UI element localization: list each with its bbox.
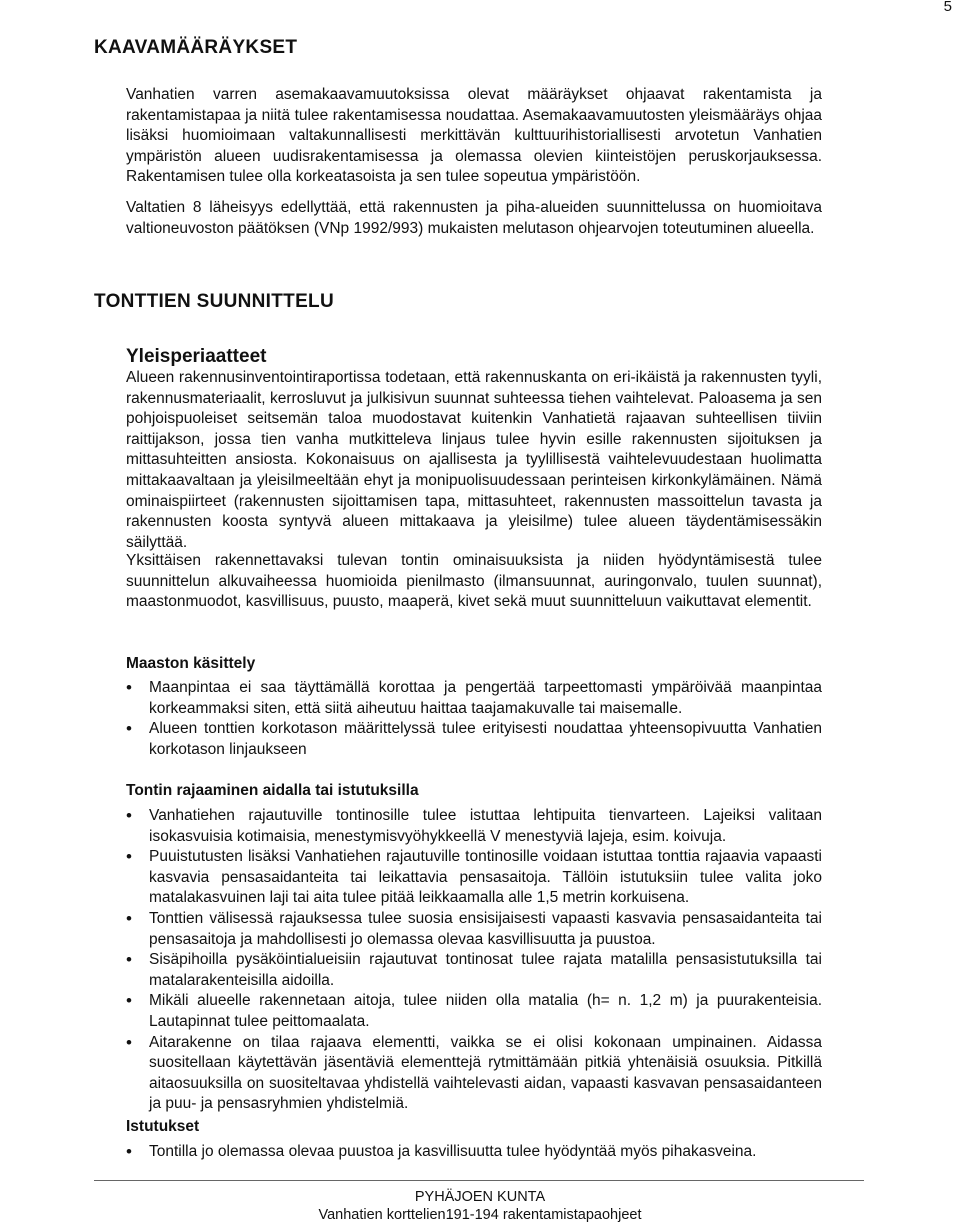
paragraph: Vanhatien varren asemakaavamuutoksissa olevat määräykset ohjaavat rakentamista ja rakentamistapaa ja niitä tulee rakentamisessa noudattaa. Asemakaavamuutosten yleismääräys ohjaa lisäksi huomioimaan valtakunnallisesti merkittävän kulttuurihistoriallisesti arvotetun Vanhatien ympäristön alueen uudisrakentamisessa ja olemassa olevien kiinteistöjen peruskorjauksessa. Rakentamisen tulee olla korkeatasoista ja sen tulee sopeutua ympäristöön.: [126, 86, 822, 186]
list-item: • Vanhatiehen rajautuville tontinosille tulee istuttaa lehtipuita tienvarteen. Lajeiksi valitaan isokasvuisia kotimaisia, menestymisvyöhykkeellä V menestyviä lajeja, esim. koivuja.: [126, 806, 822, 847]
section-title-kaavamaaraykset: KAAVAMÄÄRÄYKSET: [94, 37, 298, 58]
list-item: • Aitarakenne on tilaa rajaava elementti, vaikka se ei olisi kokonaan umpinainen. Aidassa suositellaan käytettävän jäsentäviä elementtejä rytmittämään pitkiä yhtenäisiä osuuksia. Pitkillä aitaosuuksilla on suositeltavaa yhdistellä vaihtelevasti aidan, vapaasti kasvavan pensasaidanteen ja puu- ja pensasryhmien yhdistelmiä.: [126, 1033, 822, 1115]
bullet-list-istutukset: [126, 1142, 822, 1163]
bullet-list-tontin-rajaaminen: [126, 806, 822, 1115]
list-item: • Puuistutusten lisäksi Vanhatiehen rajautuville tontinosille voidaan istuttaa tonttia rajaavia vapaasti kasvavia pensasaidanteita tai leikattavia pensasaitoja. Tällöin istutuksiin tulee valita joko matalakasvuinen laji tai aita tulee pitää leikkaamalla alle 1,5 metrin korkuisena.: [126, 847, 822, 909]
footer-divider: [94, 1180, 864, 1181]
list-item: • Sisäpihoilla pysäköintialueisiin rajautuvat tontinosat tulee rajata matalilla pensasistutuksilla tai matalarakenteisilla aidoilla.: [126, 950, 822, 991]
list-item: • Tonttien välisessä rajauksessa tulee suosia ensisijaisesti vapaasti kasvavia pensasaidanteita tai pensasaitoja ja mahdollisesti jo olemassa olevaa kasvillisuutta ja puustoa.: [126, 909, 822, 950]
subsection-title-yleisperiaatteet: Yleisperiaatteet: [126, 346, 267, 367]
list-item: • Tontilla jo olemassa olevaa puustoa ja kasvillisuutta tulee hyödyntää myös pihakasveina.: [126, 1142, 822, 1163]
footer-document-title: Vanhatien korttelien191-194 rakentamistapaohjeet: [318, 1207, 642, 1223]
subsection-title-istutukset: Istutukset: [126, 1118, 200, 1135]
page-number: 5: [943, 0, 952, 15]
list-item: • Alueen tonttien korkotason määrittelyssä tulee erityisesti noudattaa yhteensopivuutta Vanhatien korkotason linjaukseen: [126, 719, 822, 760]
paragraph: Alueen rakennusinventointiraportissa todetaan, että rakennuskanta on eri-ikäistä ja rakennusten tyyli, rakennusmateriaalit, kerrosluvut ja julkisivun suunnat suhteessa tiehen vaihtelevat. Paloasema ja sen pohjoispuoleiset seitsemän taloa muodostavat kuitenkin Vanhatietä rajaavan suhteellisen tiiviin raittijakson, jossa tien vanha mutkitteleva linjaus tulee hyvin esille rakennusten sijoituksen ja mittasuhteitten ansiosta. Kokonaisuus on ajallisesta ja tyylillisestä vaihtelevuudestaan huolimatta mittakaavaltaan ja yleisilmeeltään ehyt ja monipuolisuudessaan perinteisen kirkonkylämäinen. Nämä ominaispiirteet (rakennusten sijoittamisen tapa, mittasuhteet, rakennusten massoittelun tavasta ja rakennusten koosta syntyvä alueen mittakaava ja yleisilme) tulee alueen täydentämisessäkin säilyttää.: [126, 369, 822, 551]
paragraph: Yksittäisen rakennettavaksi tulevan tontin ominaisuuksista ja niiden hyödyntämisestä tulee suunnittelun alkuvaiheessa huomioida pienilmasto (ilmansuunnat, auringonvalo, tuulen suunnat), maastonmuodot, kasvillisuus, puusto, maaperä, kivet sekä muut suunnitteluun vaikuttavat elementit.: [126, 552, 822, 611]
section-title-tonttien-suunnittelu: TONTTIEN SUUNNITTELU: [94, 291, 334, 312]
footer-organization: PYHÄJOEN KUNTA: [414, 1189, 546, 1205]
subsection-title-tontin-rajaaminen: Tontin rajaaminen aidalla tai istutuksilla: [126, 782, 419, 799]
list-item: • Mikäli alueelle rakennetaan aitoja, tulee niiden olla matalia (h= n. 1,2 m) ja puurakenteisia. Lautapinnat tulee peittomaalata.: [126, 991, 822, 1032]
list-item: • Maanpintaa ei saa täyttämällä korottaa ja pengertää tarpeettomasti ympäröivää maanpintaa korkeammaksi siten, että siitä aiheutuu haittaa taajamakuvalle tai maisemalle.: [126, 678, 822, 719]
subsection-title-maaston-kasittely: Maaston käsittely: [126, 655, 256, 672]
bullet-list-maaston-kasittely: [126, 678, 822, 760]
paragraph: Valtatien 8 läheisyys edellyttää, että rakennusten ja piha-alueiden suunnittelussa on huomioitava valtioneuvoston päätöksen (VNp 1992/993) mukaisten melutason ohjearvojen toteutuminen alueella.: [126, 199, 822, 237]
